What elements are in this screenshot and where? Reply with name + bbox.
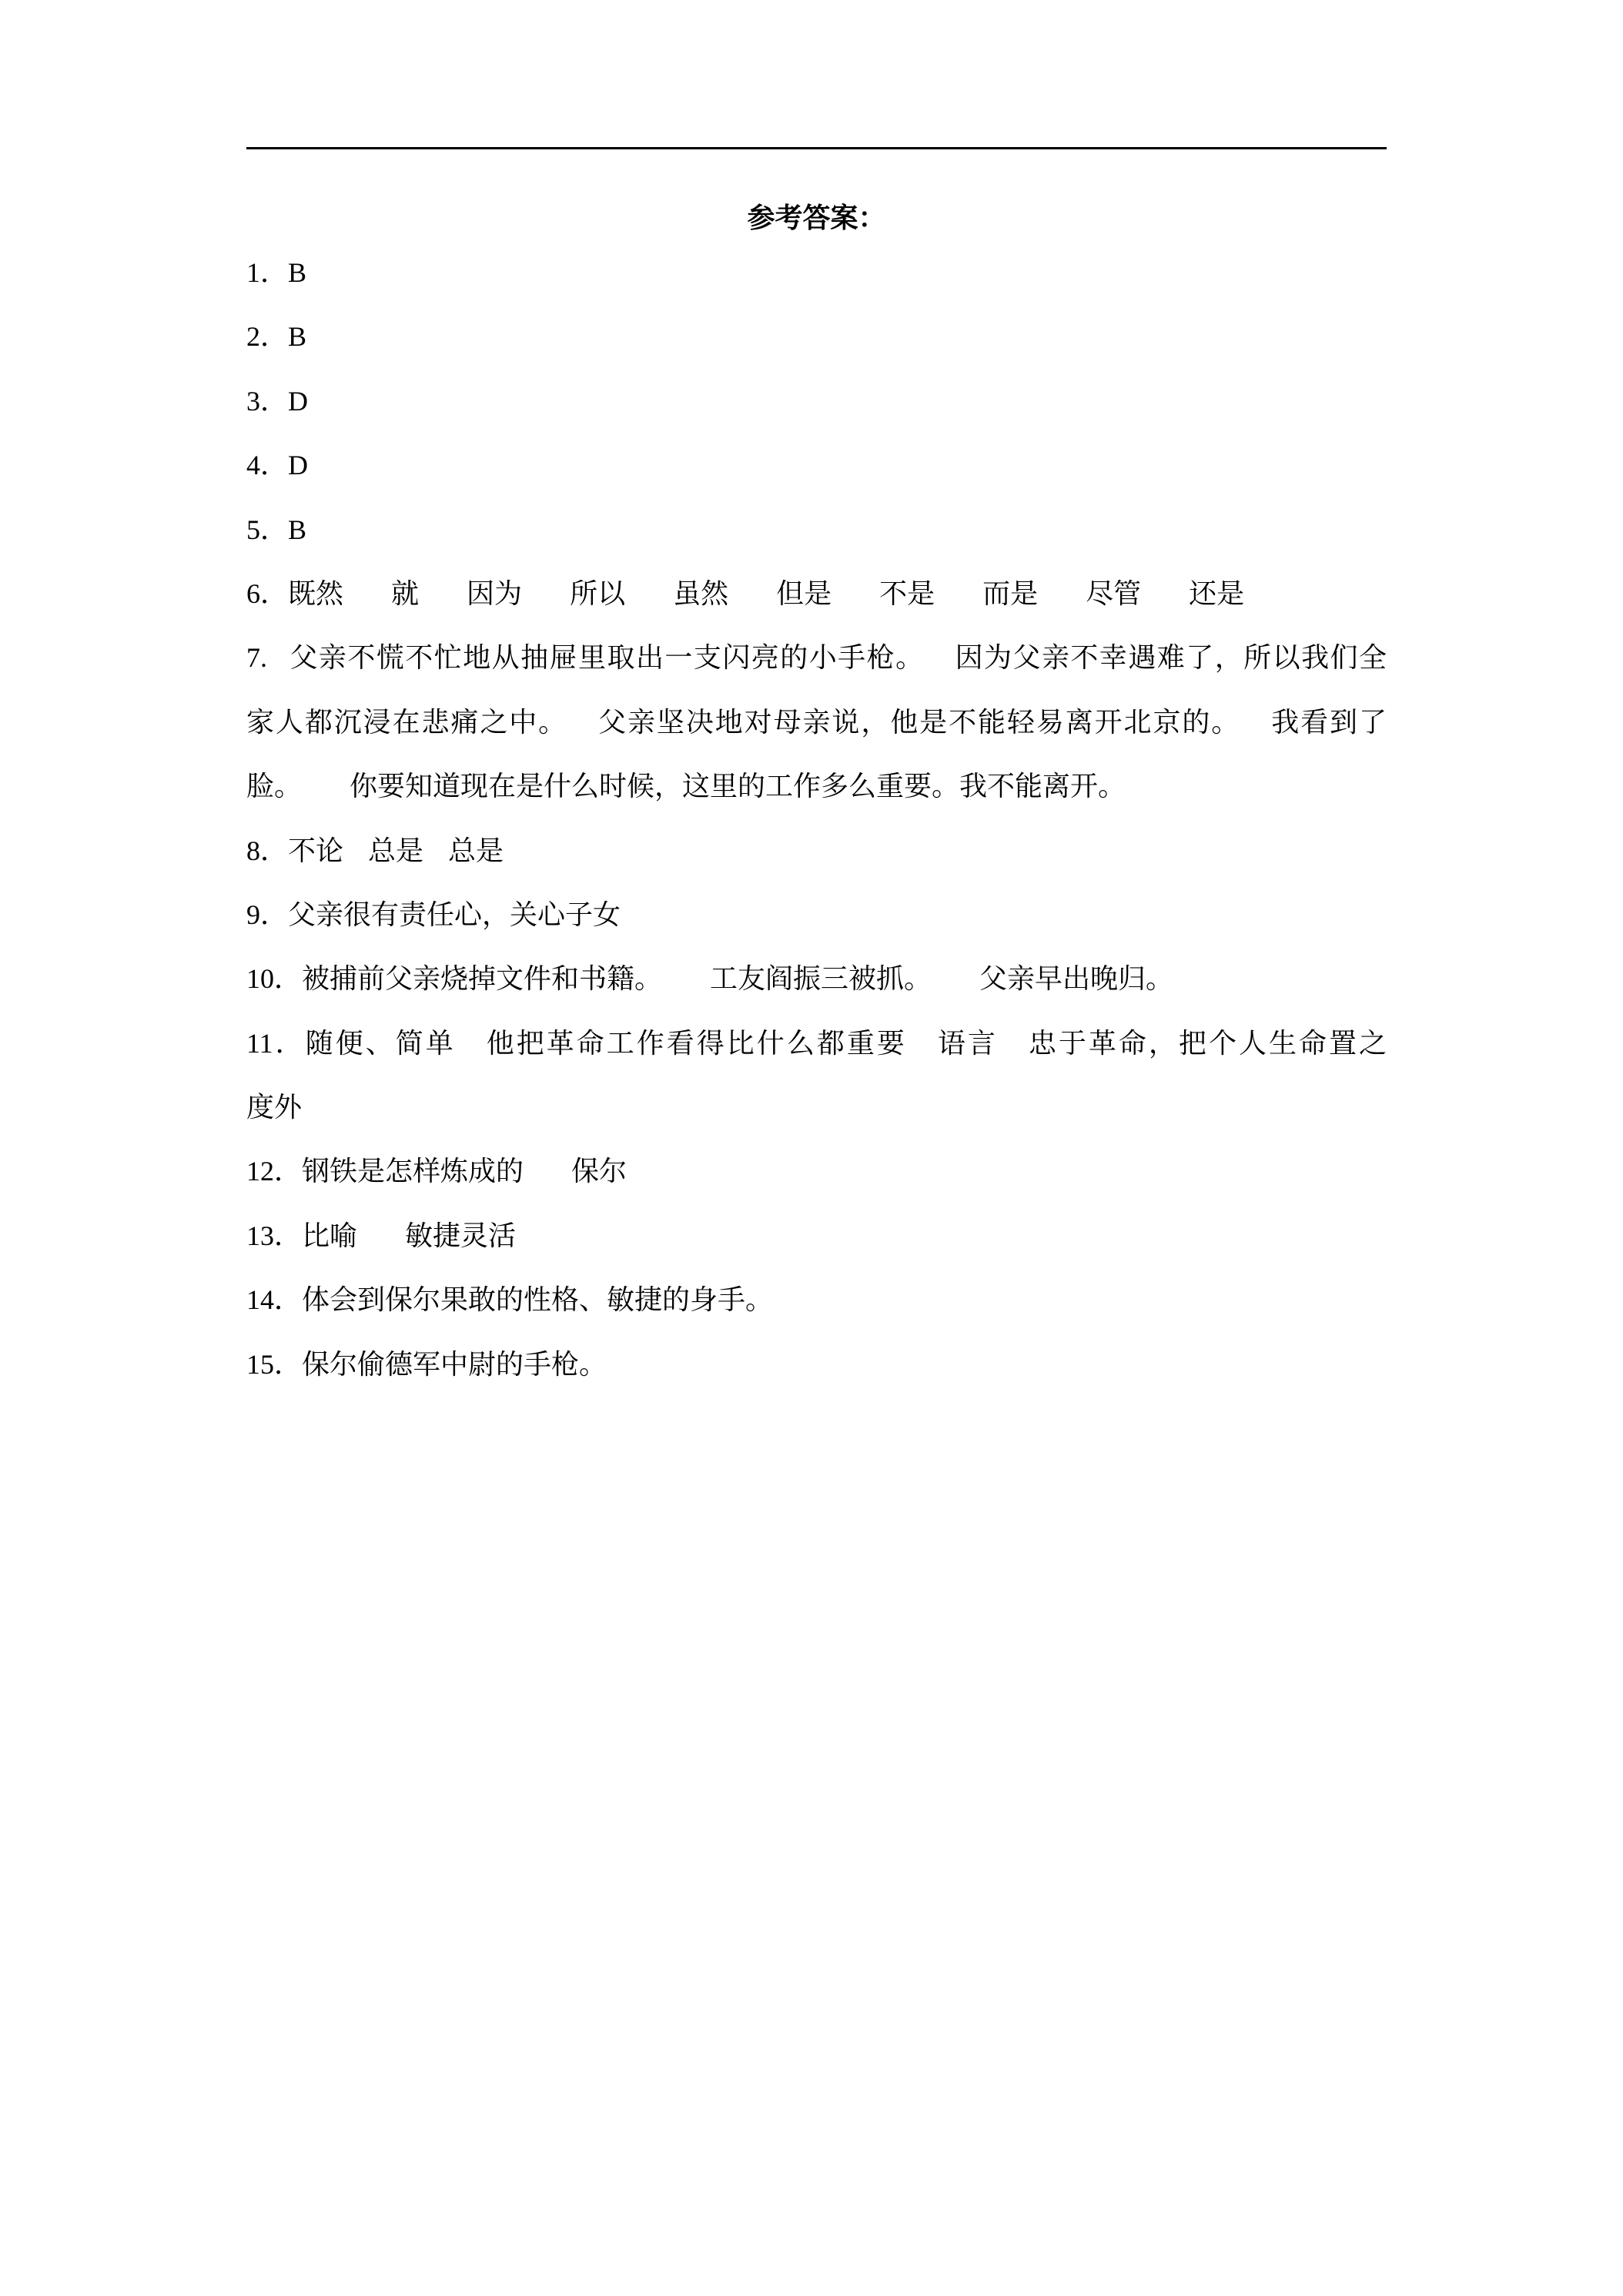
answer-text: 脸。 (246, 771, 303, 802)
answer-text: D (288, 450, 309, 481)
answer-line (246, 1076, 1387, 1140)
answer-line (246, 755, 1387, 818)
answer-item-12 (246, 1140, 1387, 1203)
answer-item-7 (246, 626, 1387, 818)
answer-text: 既然 (288, 577, 344, 609)
answer-number: 2． (246, 321, 289, 353)
answer-number: 9． (246, 899, 289, 930)
answer-number: 3． (246, 385, 289, 417)
answer-item-9 (246, 883, 1387, 947)
answer-number: 15． (246, 1348, 303, 1380)
answer-text: 我看到了 (1271, 706, 1387, 738)
answer-number: 8． (246, 835, 289, 866)
answer-number: 13． (246, 1220, 303, 1251)
answer-item-13 (246, 1204, 1387, 1268)
answer-text: 因为父亲不幸遇难了，所以我们全 (955, 642, 1387, 674)
answer-item-4 (246, 433, 1387, 497)
answer-item-5 (246, 498, 1387, 562)
answer-line (246, 883, 1387, 947)
answer-text: 忠于革命，把个人生命置之 (1028, 1027, 1387, 1059)
answer-text: 家人都沉浸在悲痛之中。 (246, 706, 568, 738)
answer-text: 而是 (982, 577, 1039, 609)
answer-item-15 (246, 1333, 1387, 1397)
answer-item-3 (246, 370, 1387, 433)
answer-number: 4． (246, 450, 289, 481)
answer-text: 工友阎振三被抓。 (710, 963, 932, 995)
answer-line (246, 433, 1387, 497)
answer-number: 7. (246, 642, 267, 674)
answer-item-6 (246, 562, 1387, 626)
answer-text: 还是 (1189, 577, 1245, 609)
answer-text: 比喻 (302, 1220, 358, 1251)
answer-text: 敏捷灵活 (405, 1220, 517, 1251)
answer-number: 6． (246, 577, 289, 609)
answer-line (246, 1204, 1387, 1268)
answer-item-11 (246, 1012, 1387, 1140)
answer-text: 总是 (448, 835, 504, 866)
answer-text: B (288, 514, 307, 545)
answer-text: 保尔 (571, 1156, 627, 1187)
answer-text: D (288, 385, 309, 417)
answer-text: 体会到保尔果敢的性格、敏捷的身手。 (302, 1284, 774, 1316)
answer-line (246, 562, 1387, 626)
answer-text: 所以 (570, 577, 626, 609)
answer-line (246, 1012, 1387, 1076)
answer-list (246, 241, 1387, 1397)
answer-text: 不论 (288, 835, 344, 866)
answer-item-10 (246, 947, 1387, 1011)
header-rule (246, 147, 1387, 149)
answer-item-8 (246, 819, 1387, 883)
answer-item-14 (246, 1268, 1387, 1332)
answer-text: 钢铁是怎样炼成的 (302, 1156, 524, 1187)
answer-text: 就 (391, 577, 420, 609)
answer-line (246, 819, 1387, 883)
answer-text: 但是 (776, 577, 832, 609)
answer-text: 保尔偷德军中尉的手枪。 (302, 1348, 607, 1380)
answer-line (246, 947, 1387, 1011)
answer-number: 12． (246, 1156, 303, 1187)
answer-line (246, 498, 1387, 562)
answer-line (246, 1268, 1387, 1332)
answer-text: 父亲早出晚归。 (979, 963, 1174, 995)
answer-text: 父亲不慌不忙地从抽屉里取出一支闪亮的小手枪。 (289, 642, 925, 674)
page-title: 参考答案： (747, 202, 886, 233)
answer-text: 尽管 (1086, 577, 1142, 609)
answer-line (246, 370, 1387, 433)
answer-line (246, 1333, 1387, 1397)
answer-line (246, 241, 1387, 305)
answer-line (246, 691, 1387, 755)
answer-text: 随便、简单 (305, 1027, 456, 1059)
answer-text: 虽然 (673, 577, 729, 609)
answer-item-1 (246, 241, 1387, 305)
answer-text: 总是 (368, 835, 424, 866)
answer-text: B (288, 321, 307, 353)
answer-text: 父亲很有责任心，关心子女 (288, 899, 621, 930)
answer-number: 5． (246, 514, 289, 545)
answer-text: 度外 (246, 1092, 303, 1123)
answer-text: B (288, 257, 307, 288)
answer-text: 被捕前父亲烧掉文件和书籍。 (302, 963, 663, 995)
answer-text: 父亲坚决地对母亲说，他是不能轻易离开北京的。 (598, 706, 1241, 738)
answer-text: 不是 (879, 577, 935, 609)
answer-number: 14． (246, 1284, 303, 1316)
answer-text: 他把革命工作看得比什么都重要 (486, 1027, 907, 1059)
answer-number: 1． (246, 257, 289, 288)
answer-line (246, 1140, 1387, 1203)
answer-text: 语言 (937, 1027, 998, 1059)
answer-item-2 (246, 305, 1387, 369)
answer-line (246, 626, 1387, 690)
answer-line (246, 305, 1387, 369)
answer-number: 10． (246, 963, 303, 995)
answer-number: 11． (246, 1027, 306, 1059)
answer-text: 你要知道现在是什么时候，这里的工作多么重要。我不能离开。 (350, 771, 1126, 802)
answer-text: 因为 (467, 577, 523, 609)
